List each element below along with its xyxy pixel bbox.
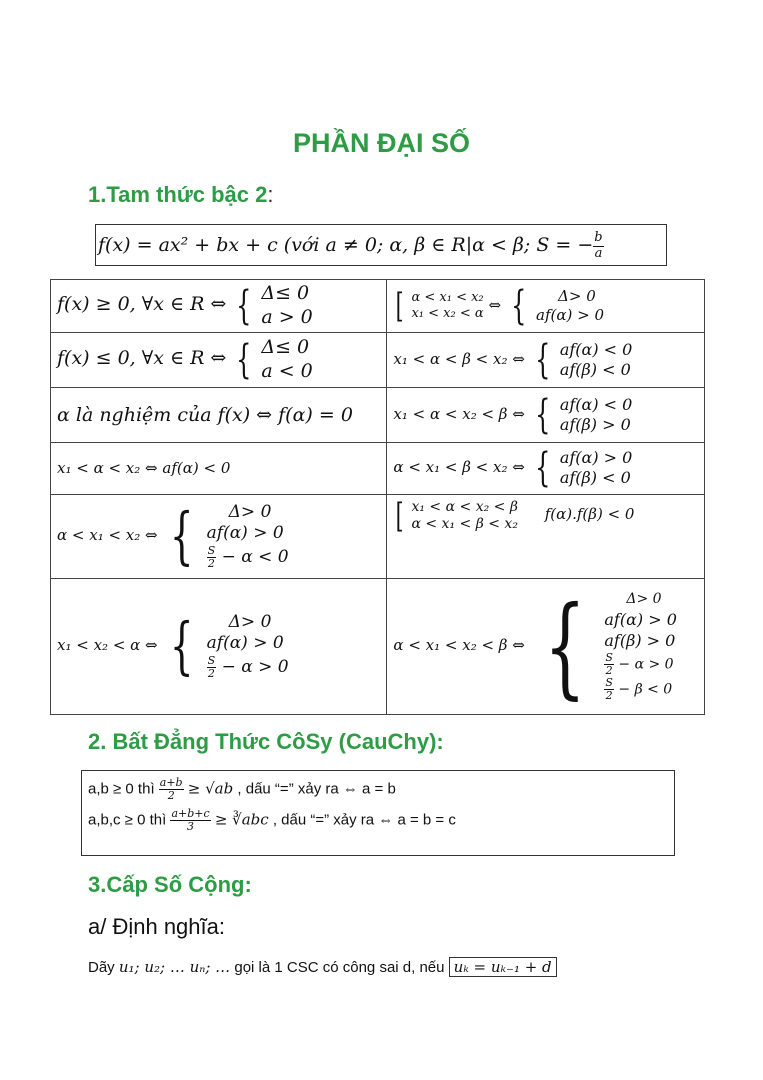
condition-stack [207, 502, 289, 570]
cell-main-text: x₁ < x₂ < α ⇔ [57, 636, 158, 654]
fraction-denominator: 2 [605, 663, 613, 677]
quadratic-conditions-table [50, 279, 705, 715]
condition: af(α) > 0 [536, 305, 605, 324]
condition: af(α) > 0 [559, 448, 633, 467]
table-cell [51, 442, 387, 494]
csc-definition [88, 958, 557, 976]
section-1-heading [88, 182, 274, 208]
condition-stack [207, 612, 289, 680]
condition [207, 655, 289, 680]
cauchy-line-three-vars [88, 808, 674, 833]
fraction-numerator: a+b [159, 776, 183, 789]
condition-rest: − α > 0 [221, 656, 289, 677]
section-3-heading: 3.Cấp Số Cộng: [88, 872, 252, 897]
definition-prefix: Dãy [88, 959, 115, 976]
equivalence-icon: ⇔ [488, 295, 502, 314]
condition: af(α) > 0 [604, 609, 677, 629]
left-bracket-icon: [ [396, 496, 405, 536]
cell-main-text: x₁ < α < β < x₂ ⇔ [393, 349, 525, 368]
condition: Δ> 0 [228, 612, 272, 633]
condition: af(α) > 0 [206, 633, 284, 654]
condition: af(β) < 0 [559, 359, 631, 379]
fraction-s-over-2 [604, 652, 614, 677]
cell-main-text: f(x) ≤ 0, ∀x ∈ R ⇔ [57, 346, 227, 369]
condition: Δ≤ 0 [261, 282, 310, 304]
condition: x₁ < α < x₂ < β [411, 498, 518, 515]
inequality-expression: ≥ √ab [187, 779, 234, 798]
table-row [51, 578, 705, 714]
condition-stack [411, 499, 517, 534]
line-suffix: , dấu “=” xảy ra ⇔ a = b = c [272, 811, 456, 829]
condition-stack [411, 290, 483, 323]
fraction-denominator: a [594, 245, 603, 261]
condition [604, 677, 677, 702]
condition-rest: − β < 0 [618, 681, 673, 698]
cauchy-line-two-vars [88, 777, 674, 802]
table-row [51, 387, 705, 442]
left-brace-icon: { [236, 282, 252, 329]
left-bracket-icon: [ [396, 285, 405, 326]
condition: af(α) > 0 [206, 523, 284, 544]
condition-rest: − α > 0 [618, 656, 674, 673]
condition: a < 0 [261, 359, 313, 382]
condition: α < x₁ < x₂ [411, 289, 484, 305]
condition-rest: − α < 0 [221, 546, 289, 567]
left-brace-icon: { [543, 582, 586, 710]
table-cell [387, 280, 705, 333]
section-1-heading-text: 1.Tam thức bậc 2 [88, 182, 268, 207]
line-suffix: , dấu “=” xảy ra ⇔ a = b [237, 780, 396, 798]
fraction-denominator: 2 [167, 789, 175, 803]
table-cell [387, 332, 705, 387]
condition: af(β) < 0 [559, 468, 631, 487]
condition: α < x₁ < β < x₂ [411, 516, 518, 532]
condition: af(β) > 0 [559, 414, 631, 434]
condition-result: f(α).f(β) < 0 [544, 504, 635, 523]
fraction-numerator: b [594, 230, 603, 246]
fraction-numerator: S [605, 650, 613, 664]
condition-stack [604, 590, 677, 702]
fraction-a-plus-b-over-2 [159, 777, 184, 802]
condition-stack [560, 448, 633, 488]
fraction-numerator: S [207, 543, 216, 557]
cell-main-text: α < x₁ < x₂ ⇔ [57, 526, 158, 544]
table-cell [387, 578, 705, 714]
condition-stack [261, 282, 312, 330]
fraction-denominator: 2 [207, 666, 215, 680]
table-cell [51, 280, 387, 333]
condition: Δ≤ 0 [261, 335, 310, 358]
condition: Δ> 0 [626, 590, 662, 607]
fraction-denominator: 2 [207, 556, 215, 570]
left-brace-icon: { [170, 499, 194, 572]
condition-stack [560, 340, 633, 380]
fraction-a-plus-b-plus-c-over-3 [170, 808, 210, 833]
cell-main-text: α < x₁ < x₂ < β ⇔ [393, 636, 525, 654]
condition: Δ> 0 [228, 502, 272, 523]
table-cell [51, 578, 387, 714]
fraction-numerator: a+b+c [171, 807, 210, 821]
condition [604, 652, 677, 677]
condition: a > 0 [261, 305, 313, 328]
cell-main-text: f(x) ≥ 0, ∀x ∈ R ⇔ [57, 292, 227, 315]
line-prefix: a,b,c ≥ 0 thì [88, 811, 167, 829]
table-cell [387, 442, 705, 494]
section-2-heading: 2. Bất Đẳng Thức CôSy (CauChy): [88, 729, 444, 754]
fraction-denominator: 2 [605, 689, 613, 703]
left-brace-icon: { [510, 282, 527, 329]
condition-stack [536, 287, 604, 325]
cauchy-inequality-box [81, 770, 675, 856]
condition: Δ> 0 [558, 287, 596, 305]
quadratic-definition: f(x) = ax² + bx + c (với a ≠ 0; α, β ∈ R|α < β; S = − [98, 234, 594, 256]
recurrence-formula: uₖ = uₖ₋₁ + d [449, 957, 557, 977]
left-brace-icon: { [534, 391, 550, 438]
table-row [51, 332, 705, 387]
fraction-s-over-2 [207, 545, 217, 570]
table-cell [387, 494, 705, 578]
fraction-denominator: 3 [187, 820, 195, 834]
table-cell [51, 332, 387, 387]
cell-main-text: α < x₁ < β < x₂ ⇔ [393, 458, 525, 476]
left-brace-icon: { [534, 336, 550, 383]
line-prefix: a,b ≥ 0 thì [88, 780, 155, 798]
cell-main-text: α là nghiệm của f(x) ⇔ f(α) = 0 [57, 403, 353, 426]
condition [207, 545, 289, 570]
inequality-expression: ≥ ∛abc [214, 810, 269, 829]
condition: af(α) < 0 [559, 394, 633, 414]
sequence-terms: u₁; u₂; … uₙ; … [118, 958, 231, 976]
condition: af(α) < 0 [559, 339, 633, 359]
table-cell [51, 387, 387, 442]
left-brace-icon: { [170, 609, 194, 682]
left-brace-icon: { [236, 336, 252, 383]
condition-stack [560, 395, 633, 435]
definition-text: gọi là 1 CSC có công sai d, nếu [234, 959, 445, 976]
condition-stack [261, 336, 312, 384]
cell-main-text: x₁ < α < x₂ ⇔ af(α) < 0 [57, 459, 231, 477]
condition: af(β) > 0 [604, 631, 676, 651]
quadratic-definition-box [95, 224, 667, 266]
fraction-numerator: S [605, 676, 613, 690]
section-1-heading-colon: : [267, 182, 274, 207]
fraction-b-over-a [593, 231, 603, 261]
cell-main-text: x₁ < α < x₂ < β ⇔ [393, 404, 525, 423]
table-cell [51, 494, 387, 578]
definition-subheading: a/ Định nghĩa: [88, 914, 225, 939]
condition: x₁ < x₂ < α [411, 305, 484, 321]
table-row [51, 280, 705, 333]
fraction-s-over-2 [604, 677, 614, 702]
page-title: PHẦN ĐẠI SỐ [292, 128, 471, 158]
fraction-s-over-2 [207, 655, 217, 680]
table-row [51, 442, 705, 494]
table-row [51, 494, 705, 578]
fraction-numerator: S [207, 653, 216, 667]
table-cell [387, 387, 705, 442]
left-brace-icon: { [534, 445, 550, 491]
